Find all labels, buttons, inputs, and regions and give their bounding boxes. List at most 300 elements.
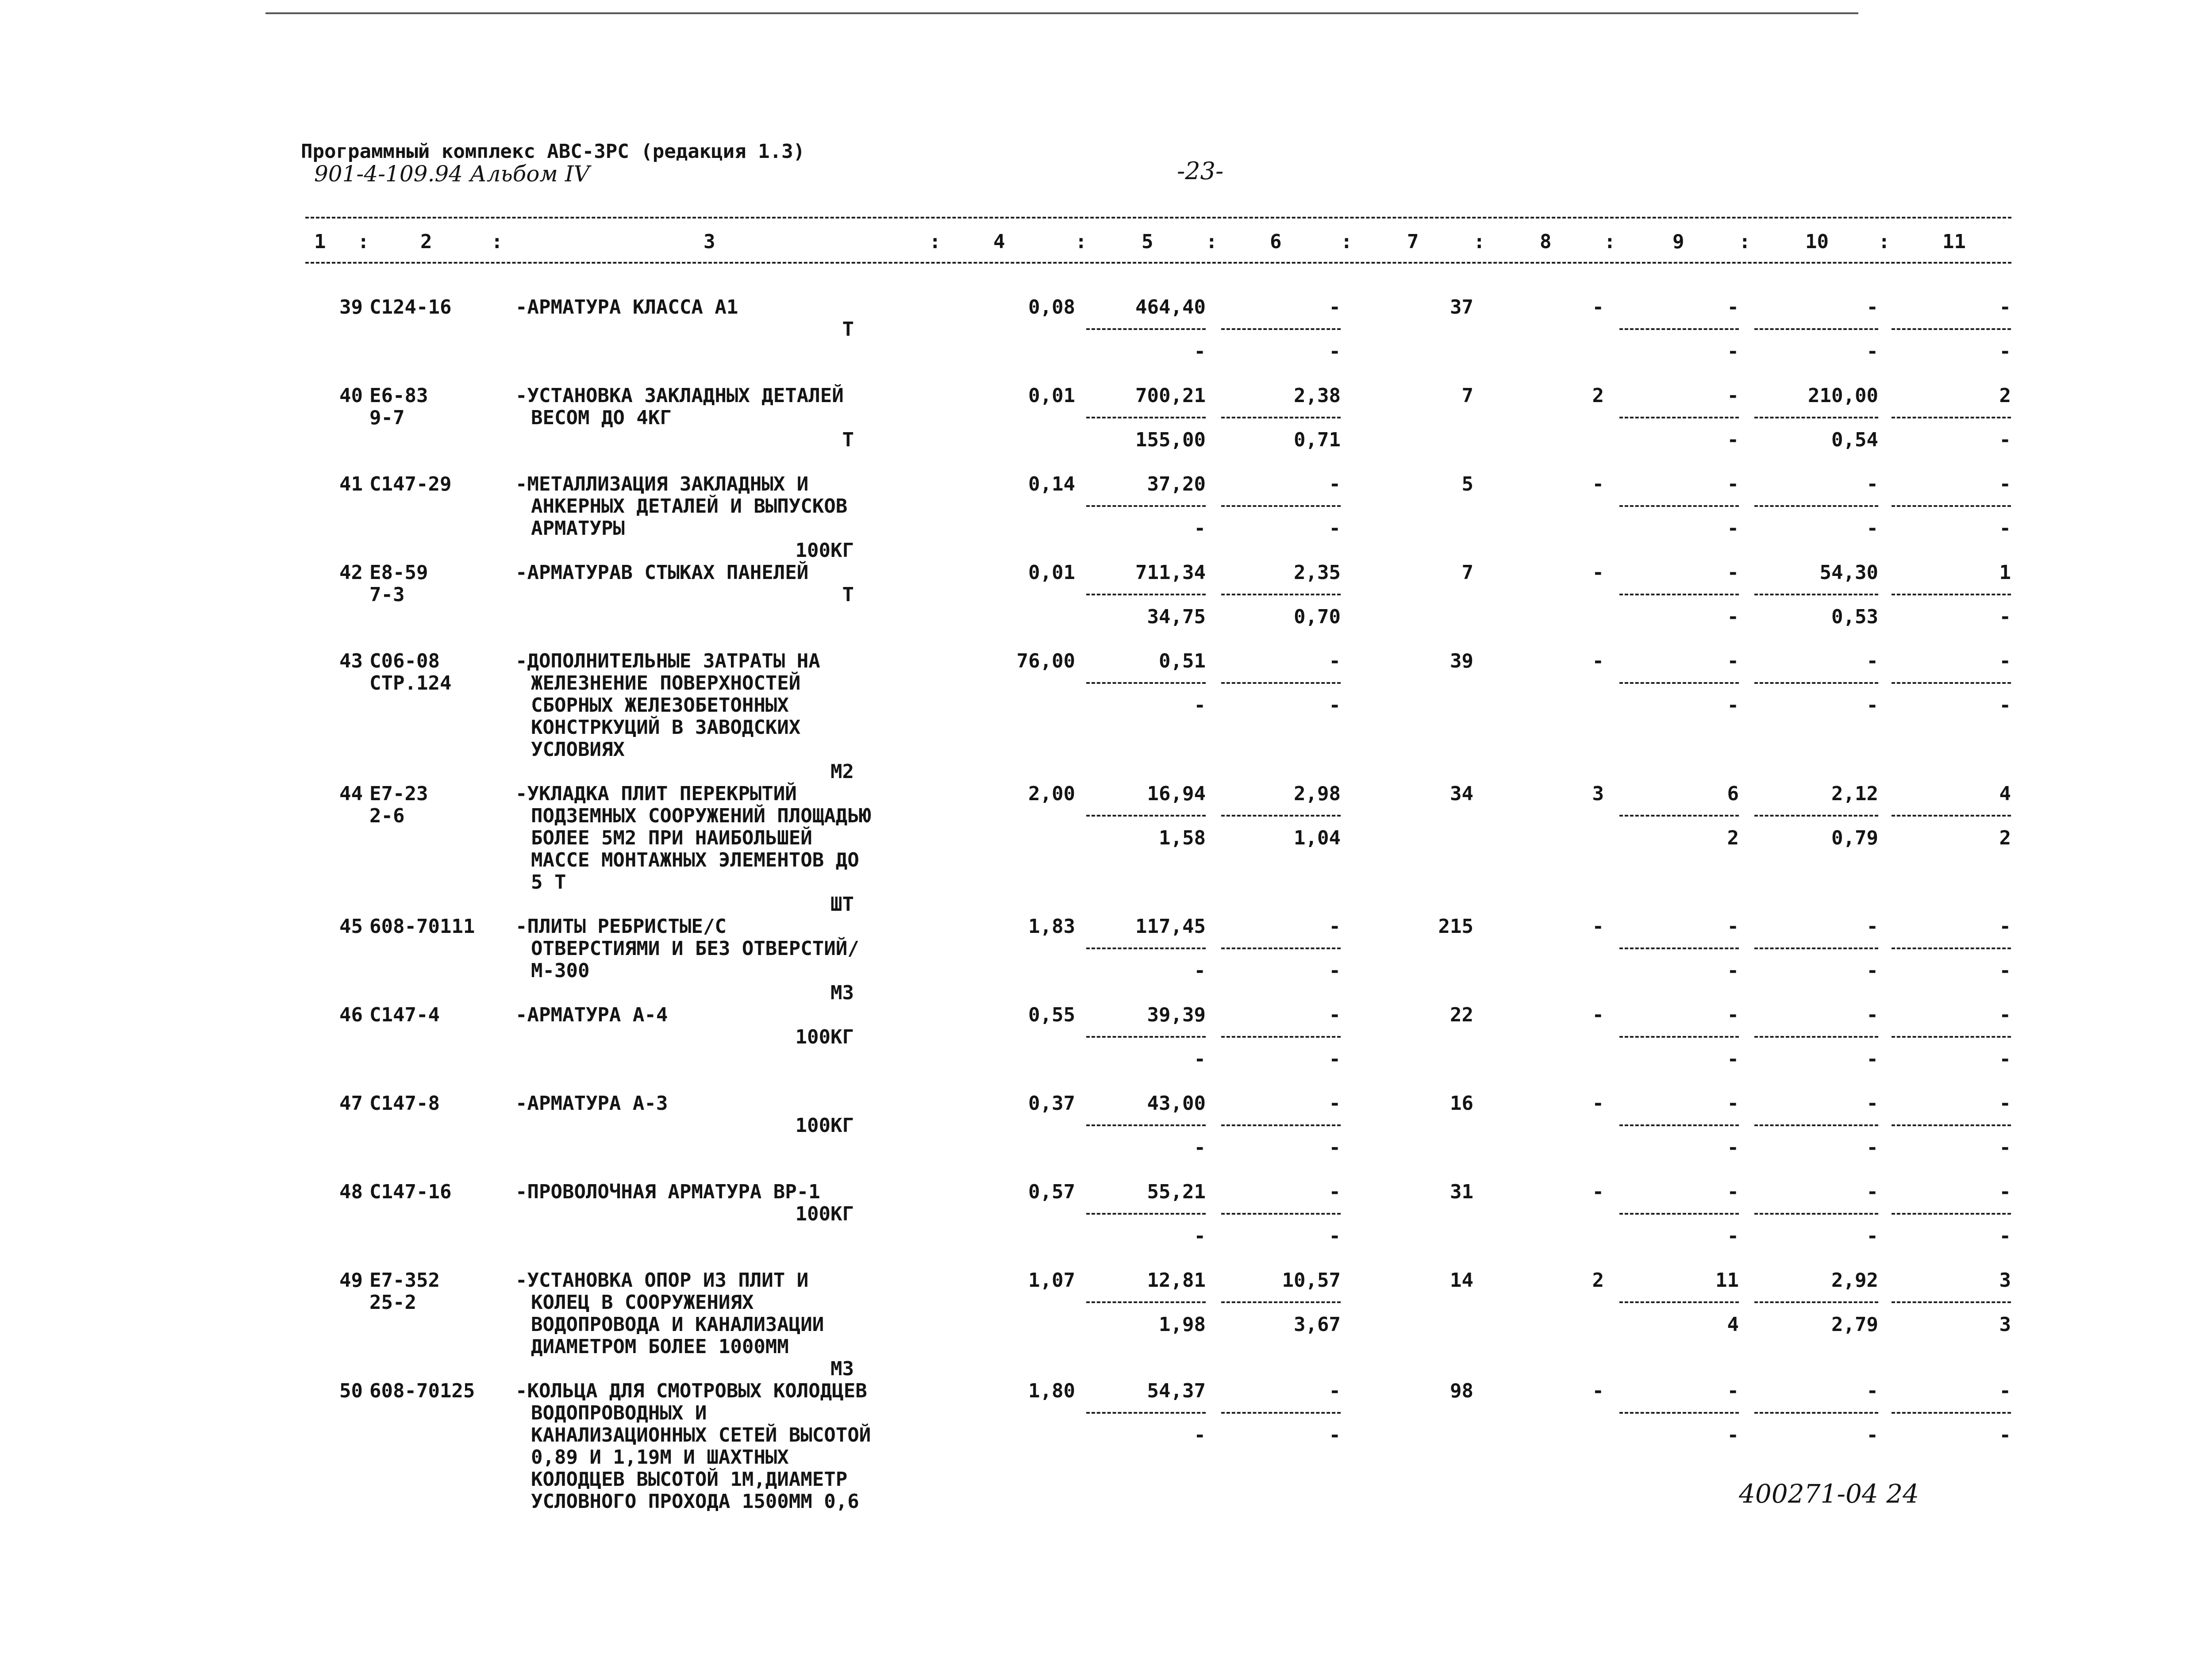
unit-of-measure: ШТ	[831, 893, 854, 916]
c6-top-value: 2,38	[1294, 384, 1341, 407]
col7-cell: 37	[1450, 296, 1473, 318]
c10-bottom-value: -	[1866, 340, 1878, 363]
c11-bottom-value: 2	[1999, 827, 2011, 849]
resource-code: Е7-352	[369, 1269, 440, 1292]
header-rule-top	[305, 217, 2011, 219]
work-description: 5 Т	[531, 871, 566, 894]
value-divider	[1221, 417, 1341, 418]
quantity-cell: 0,08	[1028, 296, 1075, 318]
c5-top-value: 54,37	[1147, 1380, 1206, 1402]
quantity-cell: 0,57	[1028, 1181, 1075, 1203]
c5-top-value: 700,21	[1135, 384, 1206, 407]
value-divider	[1754, 1213, 1878, 1215]
value-divider	[1754, 417, 1878, 418]
column-header-6: 6	[1270, 230, 1282, 253]
value-divider	[1086, 505, 1206, 507]
c10-bottom-value: 0,53	[1831, 606, 1878, 628]
c5-bottom-value: 155,00	[1135, 429, 1206, 451]
value-divider	[1754, 328, 1878, 330]
value-divider	[1221, 594, 1341, 595]
c5-top-value: 37,20	[1147, 473, 1206, 495]
value-divider	[1086, 682, 1206, 684]
c6-bottom-value: 3,67	[1294, 1313, 1341, 1336]
value-divider	[1221, 1213, 1341, 1215]
c11-top-value: 1	[1999, 561, 2011, 584]
c6-top-value: -	[1329, 650, 1341, 672]
resource-code: 7-3	[369, 583, 405, 606]
value-divider	[1619, 417, 1739, 418]
c10-bottom-value: 0,79	[1831, 827, 1878, 849]
c5-bottom-value: -	[1194, 694, 1206, 717]
c10-bottom-value: -	[1866, 1048, 1878, 1070]
resource-code: 25-2	[369, 1291, 416, 1314]
c9-top-value: -	[1727, 915, 1739, 938]
col8-cell: 2	[1592, 384, 1604, 407]
work-description: КАНАЛИЗАЦИОННЫХ СЕТЕЙ ВЫСОТОЙ	[531, 1424, 871, 1446]
column-separator: :	[1075, 230, 1087, 253]
c11-bottom-value: -	[1999, 429, 2011, 451]
value-divider	[1754, 1124, 1878, 1126]
c5-top-value: 12,81	[1147, 1269, 1206, 1292]
c5-top-value: 43,00	[1147, 1092, 1206, 1115]
c6-bottom-value: -	[1329, 1048, 1341, 1070]
archive-stamp: 400271-04 24	[1739, 1479, 1919, 1509]
value-divider	[1892, 328, 2011, 330]
c5-top-value: 117,45	[1135, 915, 1206, 938]
column-separator: :	[929, 230, 941, 253]
c9-bottom-value: -	[1727, 606, 1739, 628]
c5-bottom-value: -	[1194, 517, 1206, 540]
c5-bottom-value: -	[1194, 1048, 1206, 1070]
page-number: -23-	[1177, 157, 1224, 185]
c10-top-value: 2,92	[1831, 1269, 1878, 1292]
value-divider	[1619, 1036, 1739, 1038]
c6-top-value: -	[1329, 915, 1341, 938]
column-separator: :	[1206, 230, 1218, 253]
column-separator: :	[358, 230, 369, 253]
value-divider	[1619, 947, 1739, 949]
c5-top-value: 0,51	[1159, 650, 1206, 672]
resource-code: Е8-59	[369, 561, 428, 584]
header-rule-bottom	[305, 262, 2011, 264]
value-divider	[1892, 1124, 2011, 1126]
column-header-9: 9	[1673, 230, 1684, 253]
resource-code: 608-70111	[369, 915, 475, 938]
c9-bottom-value: -	[1727, 1136, 1739, 1159]
value-divider	[1221, 1412, 1341, 1414]
c11-top-value: -	[1999, 473, 2011, 495]
c11-bottom-value: -	[1999, 340, 2011, 363]
c9-top-value: -	[1727, 650, 1739, 672]
c6-bottom-value: -	[1329, 340, 1341, 363]
work-description: БОЛЕЕ 5М2 ПРИ НАИБОЛЬШЕЙ	[531, 827, 812, 849]
resource-code: 608-70125	[369, 1380, 475, 1402]
unit-of-measure: М3	[831, 1358, 854, 1380]
column-header-1: 1	[314, 230, 326, 253]
unit-of-measure: М3	[831, 982, 854, 1004]
col7-cell: 98	[1450, 1380, 1473, 1402]
resource-code: С06-08	[369, 650, 440, 672]
c11-bottom-value: -	[1999, 606, 2011, 628]
col8-cell: -	[1592, 1004, 1604, 1026]
resource-code: Е6-83	[369, 384, 428, 407]
album-title: 901-4-109.94 Альбом IV	[314, 161, 590, 187]
quantity-cell: 76,00	[1016, 650, 1075, 672]
unit-of-measure: Т	[842, 429, 854, 451]
c6-top-value: 10,57	[1282, 1269, 1341, 1292]
work-description: -АРМАТУРА А-3	[515, 1092, 668, 1115]
work-description: -УСТАНОВКА ЗАКЛАДНЫХ ДЕТАЛЕЙ	[515, 384, 844, 407]
c10-top-value: -	[1866, 1092, 1878, 1115]
col8-cell: -	[1592, 1092, 1604, 1115]
row-number: 45	[339, 915, 363, 938]
c9-top-value: 11	[1715, 1269, 1739, 1292]
column-separator: :	[1604, 230, 1616, 253]
column-header-8: 8	[1540, 230, 1552, 253]
c9-bottom-value: -	[1727, 1048, 1739, 1070]
resource-code: СТР.124	[369, 672, 452, 694]
col8-cell: -	[1592, 1380, 1604, 1402]
col7-cell: 14	[1450, 1269, 1473, 1292]
row-number: 44	[339, 782, 363, 805]
col7-cell: 7	[1461, 561, 1473, 584]
c11-bottom-value: -	[1999, 959, 2011, 982]
value-divider	[1754, 594, 1878, 595]
c10-bottom-value: -	[1866, 959, 1878, 982]
c6-top-value: -	[1329, 296, 1341, 318]
value-divider	[1086, 1036, 1206, 1038]
c11-bottom-value: -	[1999, 517, 2011, 540]
c10-bottom-value: 2,79	[1831, 1313, 1878, 1336]
work-description: -ПЛИТЫ РЕБРИСТЫЕ/С	[515, 915, 727, 938]
value-divider	[1619, 328, 1739, 330]
work-description: -УКЛАДКА ПЛИТ ПЕРЕКРЫТИЙ	[515, 782, 797, 805]
quantity-cell: 0,37	[1028, 1092, 1075, 1115]
value-divider	[1754, 815, 1878, 817]
col8-cell: 3	[1592, 782, 1604, 805]
resource-code: 2-6	[369, 805, 405, 827]
c10-top-value: -	[1866, 915, 1878, 938]
row-number: 43	[339, 650, 363, 672]
resource-code: С124-16	[369, 296, 452, 318]
c6-top-value: 2,35	[1294, 561, 1341, 584]
c9-bottom-value: -	[1727, 340, 1739, 363]
work-description: 0,89 И 1,19М И ШАХТНЫХ	[531, 1446, 789, 1469]
c10-bottom-value: 0,54	[1831, 429, 1878, 451]
work-description: -МЕТАЛЛИЗАЦИЯ ЗАКЛАДНЫХ И	[515, 473, 809, 495]
work-description: -УСТАНОВКА ОПОР ИЗ ПЛИТ И	[515, 1269, 809, 1292]
quantity-cell: 0,01	[1028, 561, 1075, 584]
c10-bottom-value: -	[1866, 1424, 1878, 1446]
c9-top-value: -	[1727, 1004, 1739, 1026]
c11-top-value: -	[1999, 296, 2011, 318]
unit-of-measure: Т	[842, 318, 854, 341]
resource-code: С147-16	[369, 1181, 452, 1203]
col8-cell: -	[1592, 1181, 1604, 1203]
value-divider	[1892, 1412, 2011, 1414]
c10-top-value: -	[1866, 296, 1878, 318]
value-divider	[1892, 1036, 2011, 1038]
c5-bottom-value: 1,58	[1159, 827, 1206, 849]
column-separator: :	[1878, 230, 1890, 253]
column-separator: :	[491, 230, 503, 253]
c10-top-value: -	[1866, 1380, 1878, 1402]
quantity-cell: 1,07	[1028, 1269, 1075, 1292]
c5-bottom-value: -	[1194, 1225, 1206, 1247]
column-separator: :	[1473, 230, 1485, 253]
value-divider	[1892, 594, 2011, 595]
work-description: ПОДЗЕМНЫХ СООРУЖЕНИЙ ПЛОЩАДЬЮ	[531, 805, 871, 827]
c5-bottom-value: -	[1194, 1136, 1206, 1159]
value-divider	[1619, 1412, 1739, 1414]
col8-cell: -	[1592, 650, 1604, 672]
work-description: МАССЕ МОНТАЖНЫХ ЭЛЕМЕНТОВ ДО	[531, 849, 859, 871]
value-divider	[1754, 1036, 1878, 1038]
value-divider	[1619, 594, 1739, 595]
value-divider	[1221, 1301, 1341, 1303]
value-divider	[1754, 947, 1878, 949]
c9-top-value: -	[1727, 1380, 1739, 1402]
value-divider	[1221, 947, 1341, 949]
value-divider	[1892, 682, 2011, 684]
c9-bottom-value: 2	[1727, 827, 1739, 849]
c10-top-value: 210,00	[1808, 384, 1878, 407]
work-description: -ПРОВОЛОЧНАЯ АРМАТУРА ВР-1	[515, 1181, 820, 1203]
col7-cell: 7	[1461, 384, 1473, 407]
row-number: 47	[339, 1092, 363, 1115]
c5-top-value: 55,21	[1147, 1181, 1206, 1203]
c10-top-value: -	[1866, 1004, 1878, 1026]
value-divider	[1086, 815, 1206, 817]
value-divider	[1086, 1213, 1206, 1215]
column-separator: :	[1341, 230, 1353, 253]
row-number: 49	[339, 1269, 363, 1292]
value-divider	[1619, 505, 1739, 507]
col7-cell: 22	[1450, 1004, 1473, 1026]
value-divider	[1754, 505, 1878, 507]
c6-top-value: -	[1329, 1004, 1341, 1026]
c10-bottom-value: -	[1866, 1225, 1878, 1247]
c6-top-value: -	[1329, 1380, 1341, 1402]
col7-cell: 31	[1450, 1181, 1473, 1203]
c11-bottom-value: -	[1999, 1424, 2011, 1446]
c11-top-value: -	[1999, 1380, 2011, 1402]
c6-top-value: -	[1329, 473, 1341, 495]
c11-top-value: -	[1999, 1092, 2011, 1115]
c9-bottom-value: -	[1727, 959, 1739, 982]
c5-top-value: 464,40	[1135, 296, 1206, 318]
row-number: 46	[339, 1004, 363, 1026]
row-number: 50	[339, 1380, 363, 1402]
work-description: АРМАТУРЫ	[531, 517, 625, 540]
c5-bottom-value: -	[1194, 959, 1206, 982]
c6-bottom-value: -	[1329, 1225, 1341, 1247]
c9-top-value: -	[1727, 296, 1739, 318]
c5-bottom-value: -	[1194, 1424, 1206, 1446]
work-description: КОЛОДЦЕВ ВЫСОТОЙ 1М,ДИАМЕТР	[531, 1468, 848, 1491]
unit-of-measure: 100КГ	[795, 539, 854, 562]
c11-bottom-value: -	[1999, 1136, 2011, 1159]
column-header-5: 5	[1142, 230, 1153, 253]
c9-bottom-value: -	[1727, 517, 1739, 540]
c10-top-value: 2,12	[1831, 782, 1878, 805]
c11-top-value: 4	[1999, 782, 2011, 805]
col7-cell: 5	[1461, 473, 1473, 495]
column-header-4: 4	[993, 230, 1005, 253]
value-divider	[1892, 505, 2011, 507]
work-description: СБОРНЫХ ЖЕЛЕЗОБЕТОННЫХ	[531, 694, 789, 717]
col7-cell: 34	[1450, 782, 1473, 805]
work-description: КОЛЕЦ В СООРУЖЕНИЯХ	[531, 1291, 754, 1314]
work-description: -АРМАТУРА А-4	[515, 1004, 668, 1026]
value-divider	[1892, 815, 2011, 817]
work-description: ЖЕЛЕЗНЕНИЕ ПОВЕРХНОСТЕЙ	[531, 672, 801, 694]
c11-top-value: -	[1999, 1181, 2011, 1203]
quantity-cell: 0,55	[1028, 1004, 1075, 1026]
value-divider	[1619, 682, 1739, 684]
c11-top-value: 3	[1999, 1269, 2011, 1292]
c6-bottom-value: -	[1329, 959, 1341, 982]
value-divider	[1086, 1301, 1206, 1303]
value-divider	[1086, 417, 1206, 418]
work-description: -АРМАТУРАВ СТЫКАХ ПАНЕЛЕЙ	[515, 561, 809, 584]
work-description: УСЛОВИЯХ	[531, 738, 625, 761]
col7-cell: 16	[1450, 1092, 1473, 1115]
c5-bottom-value: 34,75	[1147, 606, 1206, 628]
column-header-3: 3	[704, 230, 715, 253]
unit-of-measure: Т	[842, 583, 854, 606]
work-description: -АРМАТУРА КЛАССА А1	[515, 296, 738, 318]
c9-bottom-value: -	[1727, 1424, 1739, 1446]
col7-cell: 39	[1450, 650, 1473, 672]
unit-of-measure: 100КГ	[795, 1026, 854, 1048]
c9-bottom-value: 4	[1727, 1313, 1739, 1336]
work-description: -КОЛЬЦА ДЛЯ СМОТРОВЫХ КОЛОДЦЕВ	[515, 1380, 867, 1402]
c10-top-value: -	[1866, 650, 1878, 672]
row-number: 41	[339, 473, 363, 495]
value-divider	[1086, 328, 1206, 330]
c10-bottom-value: -	[1866, 517, 1878, 540]
col8-cell: -	[1592, 296, 1604, 318]
quantity-cell: 1,83	[1028, 915, 1075, 938]
value-divider	[1754, 1301, 1878, 1303]
resource-code: Е7-23	[369, 782, 428, 805]
value-divider	[1221, 505, 1341, 507]
value-divider	[1892, 1301, 2011, 1303]
value-divider	[1892, 947, 2011, 949]
quantity-cell: 0,01	[1028, 384, 1075, 407]
col8-cell: 2	[1592, 1269, 1604, 1292]
c11-top-value: -	[1999, 1004, 2011, 1026]
col8-cell: -	[1592, 561, 1604, 584]
c9-bottom-value: -	[1727, 429, 1739, 451]
c6-top-value: -	[1329, 1092, 1341, 1115]
c5-bottom-value: 1,98	[1159, 1313, 1206, 1336]
c6-bottom-value: -	[1329, 1424, 1341, 1446]
col8-cell: -	[1592, 473, 1604, 495]
c6-top-value: -	[1329, 1181, 1341, 1203]
unit-of-measure: М2	[831, 760, 854, 783]
c9-bottom-value: -	[1727, 694, 1739, 717]
c5-top-value: 39,39	[1147, 1004, 1206, 1026]
value-divider	[1619, 1213, 1739, 1215]
c9-top-value: -	[1727, 384, 1739, 407]
row-number: 48	[339, 1181, 363, 1203]
c10-top-value: 54,30	[1819, 561, 1878, 584]
row-number: 39	[339, 296, 363, 318]
value-divider	[1086, 1412, 1206, 1414]
column-separator: :	[1739, 230, 1751, 253]
c9-top-value: 6	[1727, 782, 1739, 805]
value-divider	[1619, 1124, 1739, 1126]
c6-bottom-value: -	[1329, 694, 1341, 717]
value-divider	[1086, 947, 1206, 949]
column-header-7: 7	[1407, 230, 1419, 253]
row-number: 42	[339, 561, 363, 584]
work-description: ВОДОПРОВОДНЫХ И	[531, 1402, 707, 1424]
quantity-cell: 2,00	[1028, 782, 1075, 805]
work-description: АНКЕРНЫХ ДЕТАЛЕЙ И ВЫПУСКОВ	[531, 495, 848, 518]
c5-top-value: 16,94	[1147, 782, 1206, 805]
value-divider	[1221, 682, 1341, 684]
value-divider	[1754, 1412, 1878, 1414]
column-header-2: 2	[420, 230, 432, 253]
c6-bottom-value: -	[1329, 517, 1341, 540]
top-rule	[265, 12, 1858, 14]
value-divider	[1619, 815, 1739, 817]
c6-bottom-value: 0,71	[1294, 429, 1341, 451]
work-description: М-300	[531, 959, 590, 982]
value-divider	[1754, 682, 1878, 684]
c5-bottom-value: -	[1194, 340, 1206, 363]
column-header-10: 10	[1805, 230, 1829, 253]
c11-bottom-value: -	[1999, 1225, 2011, 1247]
unit-of-measure: 100КГ	[795, 1114, 854, 1137]
c9-top-value: -	[1727, 561, 1739, 584]
value-divider	[1221, 1124, 1341, 1126]
work-description: ВОДОПРОВОДА И КАНАЛИЗАЦИИ	[531, 1313, 824, 1336]
c6-bottom-value: 0,70	[1294, 606, 1341, 628]
c9-top-value: -	[1727, 1181, 1739, 1203]
value-divider	[1892, 1213, 2011, 1215]
c6-top-value: 2,98	[1294, 782, 1341, 805]
quantity-cell: 0,14	[1028, 473, 1075, 495]
c11-top-value: -	[1999, 915, 2011, 938]
c11-bottom-value: -	[1999, 1048, 2011, 1070]
resource-code: 9-7	[369, 407, 405, 429]
program-title: Программный комплекс АВС-3РС (редакция 1.3)	[301, 140, 805, 163]
c11-top-value: 2	[1999, 384, 2011, 407]
work-description: ВЕСОМ ДО 4КГ	[531, 407, 672, 429]
c10-bottom-value: -	[1866, 1136, 1878, 1159]
c9-bottom-value: -	[1727, 1225, 1739, 1247]
c11-top-value: -	[1999, 650, 2011, 672]
c11-bottom-value: -	[1999, 694, 2011, 717]
value-divider	[1619, 1301, 1739, 1303]
resource-code: С147-29	[369, 473, 452, 495]
col8-cell: -	[1592, 915, 1604, 938]
c10-top-value: -	[1866, 1181, 1878, 1203]
quantity-cell: 1,80	[1028, 1380, 1075, 1402]
work-description: КОНСТРКУЦИЙ В ЗАВОДСКИХ	[531, 716, 801, 739]
unit-of-measure: 100КГ	[795, 1203, 854, 1225]
work-description: УСЛОВНОГО ПРОХОДА 1500ММ 0,6	[531, 1490, 859, 1513]
resource-code: С147-4	[369, 1004, 440, 1026]
c10-top-value: -	[1866, 473, 1878, 495]
value-divider	[1892, 417, 2011, 418]
value-divider	[1086, 594, 1206, 595]
c6-bottom-value: 1,04	[1294, 827, 1341, 849]
